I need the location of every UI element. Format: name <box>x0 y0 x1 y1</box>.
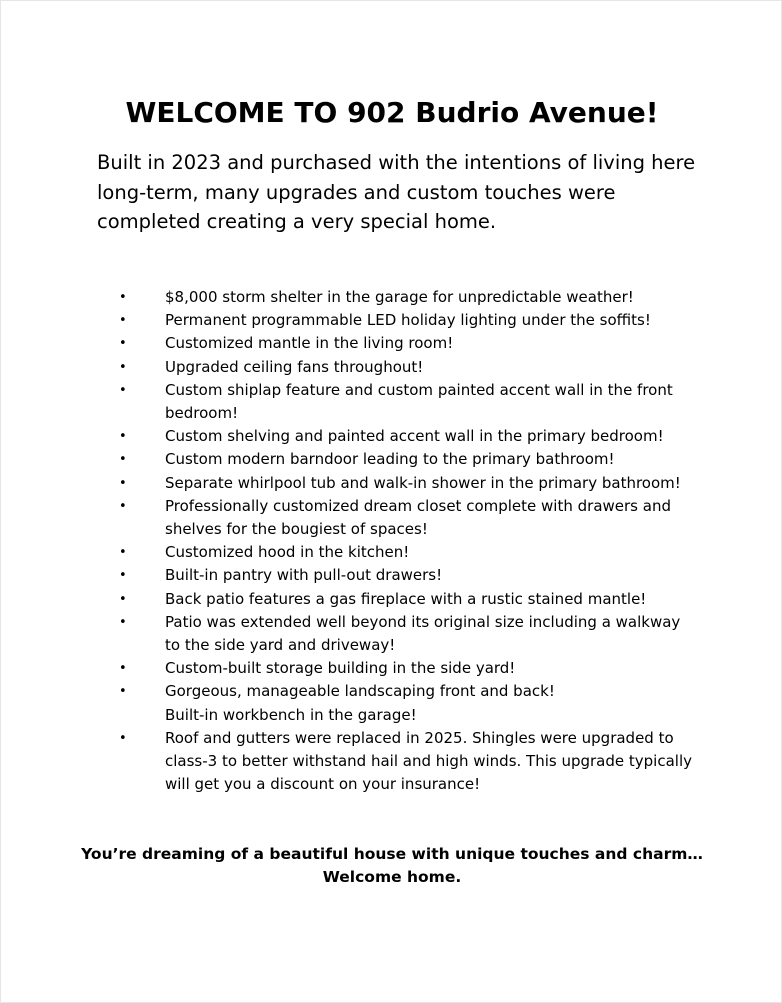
list-item <box>1 448 782 471</box>
list-item-text: Upgraded ceiling fans throughout! <box>165 357 424 376</box>
closing-line-1: You’re dreaming of a beautiful house with unique touches and charm… <box>81 845 703 863</box>
list-item <box>1 704 782 727</box>
list-item <box>1 379 782 425</box>
list-item-text: Built-in pantry with pull-out drawers! <box>165 566 443 585</box>
list-item <box>1 332 782 355</box>
page-title: WELCOME TO 902 Budrio Avenue! <box>125 96 659 129</box>
list-item-text: Gorgeous, manageable landscaping front and back! <box>165 682 555 701</box>
list-item <box>1 472 782 495</box>
bullet-icon: • <box>119 452 127 468</box>
bullet-icon: • <box>119 730 127 746</box>
list-item <box>1 541 782 564</box>
features-list <box>1 286 782 796</box>
bullet-icon: • <box>119 591 127 607</box>
list-item <box>1 425 782 448</box>
closing-line-2: Welcome home. <box>322 868 462 886</box>
bullet-icon: • <box>119 545 127 561</box>
bullet-icon: • <box>119 498 127 514</box>
bullet-icon: • <box>119 290 127 305</box>
intro-paragraph: Built in 2023 and purchased with the intentions of living here long-term, many upgrades and custom touches were completed creating a very special home. <box>97 151 696 233</box>
bullet-icon: • <box>119 336 127 352</box>
bullet-icon: • <box>119 684 127 700</box>
bullet-icon: • <box>119 359 127 375</box>
list-item-text: Patio was extended well beyond its original size including a walkway to the side yard and driveway! <box>165 612 681 655</box>
list-item <box>1 680 782 703</box>
list-item-text: $8,000 storm shelter in the garage for unpredictable weather! <box>165 288 634 306</box>
list-item <box>1 588 782 611</box>
list-item-text: Custom shiplap feature and custom painted accent wall in the front bedroom! <box>165 380 673 423</box>
list-item-text: Customized mantle in the living room! <box>165 334 454 353</box>
list-item <box>1 564 782 587</box>
list-item <box>1 611 782 657</box>
bullet-icon: • <box>119 614 127 630</box>
bullet-icon: • <box>119 429 127 445</box>
list-item-text: Custom-built storage building in the side yard! <box>165 659 516 678</box>
list-item <box>1 309 782 332</box>
bullet-icon: • <box>119 475 127 491</box>
list-item <box>1 356 782 379</box>
list-item <box>1 657 782 680</box>
list-item <box>1 286 782 309</box>
bullet-icon: • <box>119 661 127 677</box>
bullet-icon: • <box>119 568 127 584</box>
list-item-text: Built-in workbench in the garage! <box>165 705 417 724</box>
list-item-text: Roof and gutters were replaced in 2025. Shingles were upgraded to class-3 to better withstand hail and high winds. This upgrade typically will get you a discount on your insurance! <box>165 728 692 794</box>
list-item-text: Professionally customized dream closet complete with drawers and shelves for the bougiest of spaces! <box>165 496 671 539</box>
list-item <box>1 727 782 797</box>
list-item-text: Back patio features a gas fireplace with a rustic stained mantle! <box>165 589 647 608</box>
bullet-icon: • <box>119 382 127 398</box>
list-item-text: Separate whirlpool tub and walk-in shower in the primary bathroom! <box>165 473 681 492</box>
list-item-text: Custom modern barndoor leading to the primary bathroom! <box>165 450 615 469</box>
list-item-text: Permanent programmable LED holiday lighting under the soffits! <box>165 311 651 330</box>
bullet-icon: • <box>119 313 127 329</box>
closing-statement <box>1 843 782 889</box>
list-item-text: Custom shelving and painted accent wall in the primary bedroom! <box>165 427 664 446</box>
list-item-text: Customized hood in the kitchen! <box>165 543 410 562</box>
list-item <box>1 495 782 541</box>
